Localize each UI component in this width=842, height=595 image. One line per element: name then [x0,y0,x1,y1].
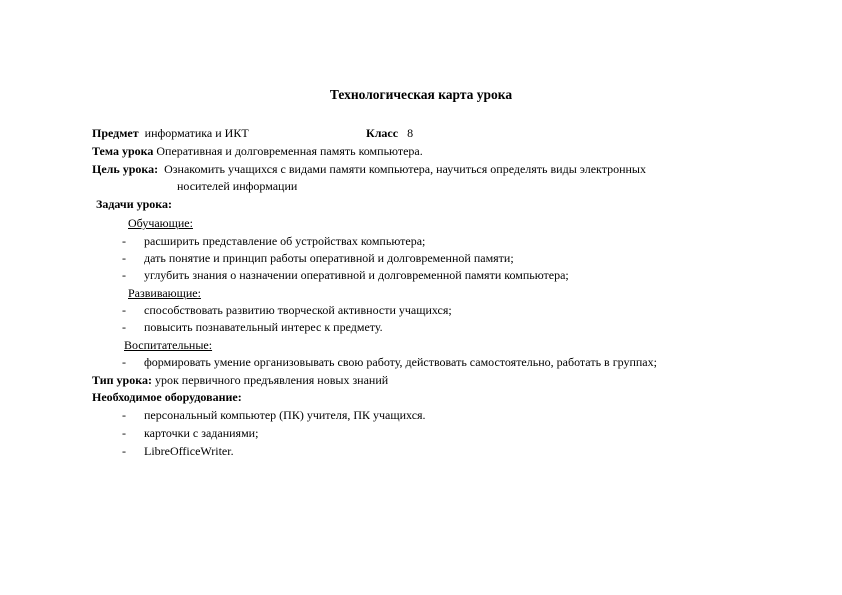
list-item: - формировать умение организовывать свою работу, действовать самостоятельно, работать в группах; [122,355,657,369]
subject-value: информатика и ИКТ [144,126,249,140]
goal-label: Цель урока: [92,162,159,176]
list-item: - дать понятие и принцип работы оперативной и долговременной памяти; [122,251,514,265]
class-label: Класс [366,126,399,140]
topic-label: Тема урока [92,144,154,158]
class-value: 8 [407,126,414,140]
list-item: - LibreOfficeWriter. [122,444,234,458]
list-item: - карточки с заданиями; [122,426,259,440]
goal-text-1: Ознакомить учащихся с видами памяти компьютера, научиться определять виды электронных [164,162,646,176]
topic-line [92,144,423,159]
tasks-label: Задачи урока: [96,197,173,211]
subject-line [92,126,249,141]
goal-text-2: носителей информации [177,179,298,193]
educational-label: Воспитательные: [124,338,213,352]
class-line [366,126,413,141]
list-item: - углубить знания о назначении оперативной и долговременной памяти компьютера; [122,268,569,282]
lesson-type-label: Тип урока: [92,373,152,387]
document-title: Технологическая карта урока [329,87,513,102]
teaching-label: Обучающие: [128,216,193,230]
lesson-type-line [92,373,388,388]
topic-value: Оперативная и долговременная память компьютера. [156,144,423,158]
list-item: - повысить познавательный интерес к предмету. [122,320,383,334]
developing-label: Развивающие: [128,286,201,300]
list-item: - способствовать развитию творческой активности учащихся; [122,303,452,317]
subject-label: Предмет [92,126,139,140]
list-item: - расширить представление об устройствах компьютера; [122,234,426,248]
lesson-type-value: урок первичного предъявления новых знаний [154,373,389,387]
equipment-label: Необходимое оборудование: [92,390,242,404]
goal-line [92,162,646,177]
list-item: - персональный компьютер (ПК) учителя, ПК учащихся. [122,408,426,422]
